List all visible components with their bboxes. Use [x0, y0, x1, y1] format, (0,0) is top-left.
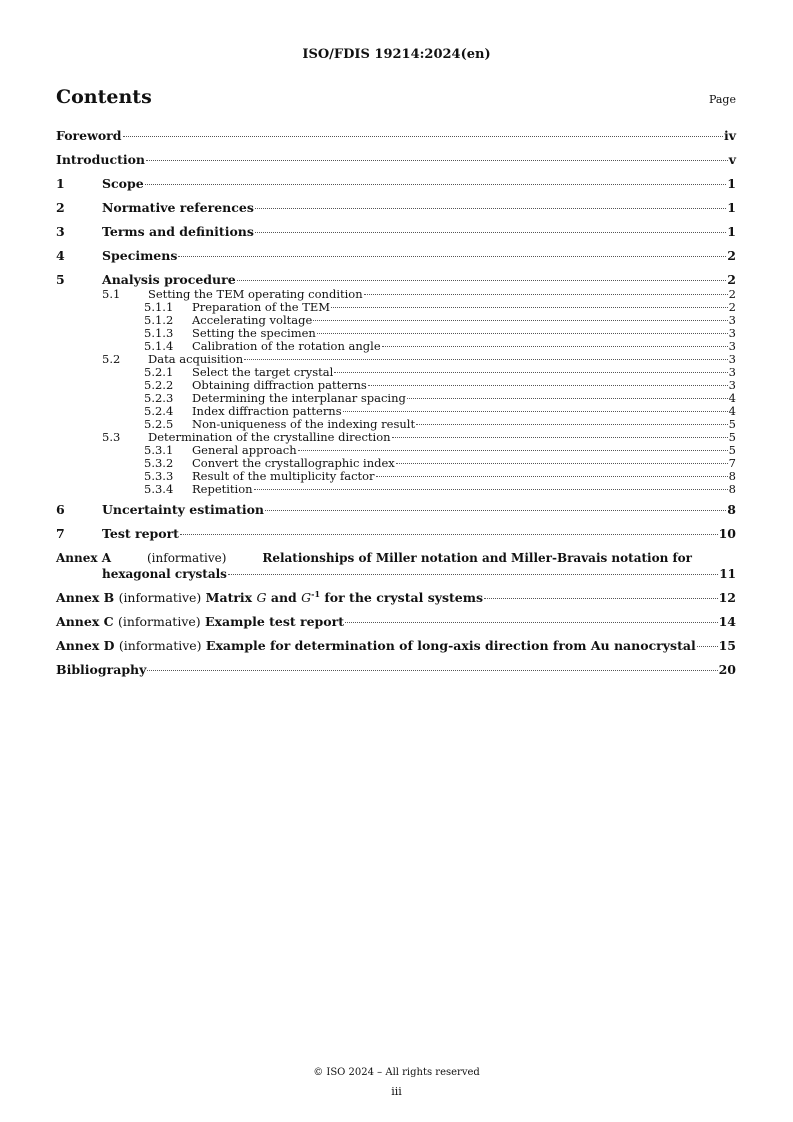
toc-page: 10	[718, 526, 736, 541]
annex-title-pre: Matrix	[205, 590, 253, 605]
toc-entry-uncertainty-estimation[interactable]	[56, 502, 736, 526]
toc-page: 14	[718, 614, 736, 629]
toc-page: 5	[728, 417, 736, 431]
toc-page: 5	[728, 443, 736, 457]
toc-page: 12	[718, 590, 736, 605]
page-number: iii	[391, 1085, 402, 1098]
toc-page: iv	[723, 128, 736, 143]
dot-leader	[484, 598, 718, 599]
page-column-label: Page	[708, 93, 736, 106]
toc-title: Specimens	[102, 248, 178, 263]
toc-title: Data acquisition	[148, 352, 244, 366]
toc-number: 3	[56, 224, 65, 239]
toc-number: 7	[56, 526, 65, 541]
toc-entry-annex-d[interactable]	[56, 638, 736, 662]
dot-leader	[345, 622, 718, 623]
toc-number: 5.3.4	[144, 482, 174, 496]
toc-number: 5.3.2	[144, 456, 174, 470]
toc-page: 7	[728, 456, 736, 470]
toc-title: Accelerating voltage	[192, 313, 313, 327]
toc-number: 5.2.3	[144, 391, 174, 405]
toc-number: 5.2.2	[144, 378, 174, 392]
toc-entry-5-3-4[interactable]	[56, 483, 736, 502]
toc-page: 8	[728, 469, 736, 483]
toc-page: 3	[728, 352, 736, 366]
dot-leader	[298, 450, 728, 451]
dot-leader	[147, 670, 717, 671]
toc-page: 2	[728, 287, 736, 301]
dot-leader	[317, 333, 728, 334]
dot-leader	[265, 510, 726, 511]
toc-number: 5.1.3	[144, 326, 174, 340]
toc-page: 1	[727, 176, 736, 191]
toc-page: 2	[728, 300, 736, 314]
toc-entry-analysis-procedure[interactable]	[56, 272, 736, 288]
toc-title: Result of the multiplicity factor	[192, 469, 375, 483]
annex-label: Annex B	[56, 590, 115, 605]
toc-page: 20	[718, 662, 736, 677]
annex-title-post: for the crystal systems	[324, 590, 484, 605]
toc-title: Uncertainty estimation	[102, 502, 265, 517]
toc-number: 5.1.4	[144, 339, 174, 353]
toc-title: Convert the crystallographic index	[192, 456, 395, 470]
dot-leader	[331, 307, 728, 308]
dot-leader	[123, 136, 723, 137]
toc-number: 5.3	[102, 430, 121, 444]
toc-entry-terms-definitions[interactable]	[56, 224, 736, 248]
toc-number: 5.3.3	[144, 469, 174, 483]
toc-page: v	[728, 152, 736, 167]
dot-leader	[255, 232, 726, 233]
dot-leader	[382, 346, 728, 347]
annex-type: (informative)	[117, 614, 201, 629]
toc-number: 2	[56, 200, 65, 215]
toc-title: Setting the TEM operating condition	[148, 287, 363, 301]
toc-title: Terms and definitions	[102, 224, 254, 239]
toc-title: Scope	[102, 176, 144, 191]
dot-leader	[146, 160, 728, 161]
toc-entry-bibliography[interactable]	[56, 662, 736, 686]
toc-page: 1	[727, 224, 736, 239]
toc-title: Preparation of the TEM	[192, 300, 331, 314]
toc-number: 5.1.2	[144, 313, 174, 327]
inverse-exponent: -1	[311, 588, 321, 599]
annex-title: Example test report	[205, 614, 344, 629]
toc-page: 15	[718, 638, 736, 653]
toc-page: 5	[728, 430, 736, 444]
dot-leader	[364, 294, 728, 295]
annex-title-line-1: Relationships of Miller notation and Miller-Bravais notation for	[262, 551, 692, 565]
toc-number: 5.2.5	[144, 417, 174, 431]
toc-entry-scope[interactable]	[56, 176, 736, 200]
dot-leader	[180, 534, 718, 535]
matrix-g: G	[256, 590, 267, 605]
toc-page: 3	[728, 378, 736, 392]
document-id-header: ISO/FDIS 19214:2024(en)	[302, 47, 491, 62]
toc-page: 8	[728, 482, 736, 496]
toc-title: Determining the interplanar spacing	[192, 391, 406, 405]
toc-entry-annex-a[interactable]	[56, 550, 736, 590]
dot-leader	[145, 184, 727, 185]
toc-page: 1	[727, 200, 736, 215]
toc-title: Analysis procedure	[102, 272, 236, 287]
toc-title: General approach	[192, 443, 297, 457]
toc-number: 6	[56, 502, 65, 517]
toc-title: Select the target crystal	[192, 365, 334, 379]
table-of-contents	[56, 128, 736, 686]
toc-page: 3	[728, 339, 736, 353]
toc-number: 5.2	[102, 352, 121, 366]
toc-entry-introduction[interactable]	[56, 152, 736, 176]
dot-leader	[416, 424, 728, 425]
toc-entry-normative-references[interactable]	[56, 200, 736, 224]
toc-number: 5.2.4	[144, 404, 174, 418]
dot-leader	[697, 646, 718, 647]
dot-leader	[313, 320, 727, 321]
toc-number: 5.2.1	[144, 365, 174, 379]
toc-number: 1	[56, 176, 65, 191]
toc-page: 2	[727, 272, 736, 287]
matrix-g-inverse: G	[301, 590, 312, 605]
toc-number: 5.3.1	[144, 443, 174, 457]
dot-leader	[244, 359, 728, 360]
dot-leader	[392, 437, 728, 438]
toc-title: Bibliography	[56, 662, 147, 677]
toc-entry-test-report[interactable]	[56, 526, 736, 550]
dot-leader	[255, 208, 726, 209]
toc-title: Determination of the crystalline direction	[148, 430, 391, 444]
toc-title: Repetition	[192, 482, 253, 496]
toc-entry-specimens[interactable]	[56, 248, 736, 272]
dot-leader	[407, 398, 728, 399]
toc-title: Foreword	[56, 128, 122, 143]
toc-page: 2	[727, 248, 736, 263]
dot-leader	[396, 463, 728, 464]
toc-title: Calibration of the rotation angle	[192, 339, 381, 353]
toc-page: 8	[727, 502, 736, 517]
toc-number: 4	[56, 248, 65, 263]
toc-title: Obtaining diffraction patterns	[192, 378, 367, 392]
dot-leader	[237, 280, 727, 281]
dot-leader	[368, 385, 728, 386]
toc-number: 5	[56, 272, 65, 287]
annex-title-and: and	[270, 590, 297, 605]
toc-title: Non-uniqueness of the indexing result	[192, 417, 416, 431]
toc-page: 3	[728, 313, 736, 327]
annex-title: Example for determination of long-axis direction from Au nanocrystal	[205, 638, 696, 653]
toc-page: 4	[728, 391, 736, 405]
annex-type: (informative)	[147, 551, 227, 565]
toc-page: 3	[728, 326, 736, 340]
toc-title: Introduction	[56, 152, 146, 167]
annex-type: (informative)	[118, 590, 202, 605]
toc-page: 4	[728, 404, 736, 418]
annex-label: Annex D	[56, 638, 115, 653]
toc-title: Test report	[102, 526, 179, 541]
dot-leader	[376, 476, 728, 477]
dot-leader	[254, 489, 728, 490]
toc-page: 11	[719, 567, 736, 581]
dot-leader	[334, 372, 727, 373]
annex-label: Annex A	[56, 551, 112, 565]
dot-leader	[228, 574, 718, 575]
toc-entry-annex-c[interactable]	[56, 614, 736, 638]
dot-leader	[343, 411, 728, 412]
annex-label: Annex C	[56, 614, 114, 629]
toc-title: Normative references	[102, 200, 254, 215]
contents-title: Contents	[56, 86, 152, 108]
dot-leader	[178, 256, 726, 257]
toc-entry-foreword[interactable]	[56, 128, 736, 152]
toc-title: Setting the specimen	[192, 326, 316, 340]
annex-type: (informative)	[118, 638, 202, 653]
toc-number: 5.1	[102, 287, 121, 301]
toc-title: Index diffraction patterns	[192, 404, 342, 418]
copyright-footer: © ISO 2024 – All rights reserved	[313, 1067, 480, 1078]
annex-title-line-2: hexagonal crystals	[102, 567, 227, 581]
toc-page: 3	[728, 365, 736, 379]
toc-entry-annex-b[interactable]	[56, 590, 736, 614]
toc-number: 5.1.1	[144, 300, 174, 314]
